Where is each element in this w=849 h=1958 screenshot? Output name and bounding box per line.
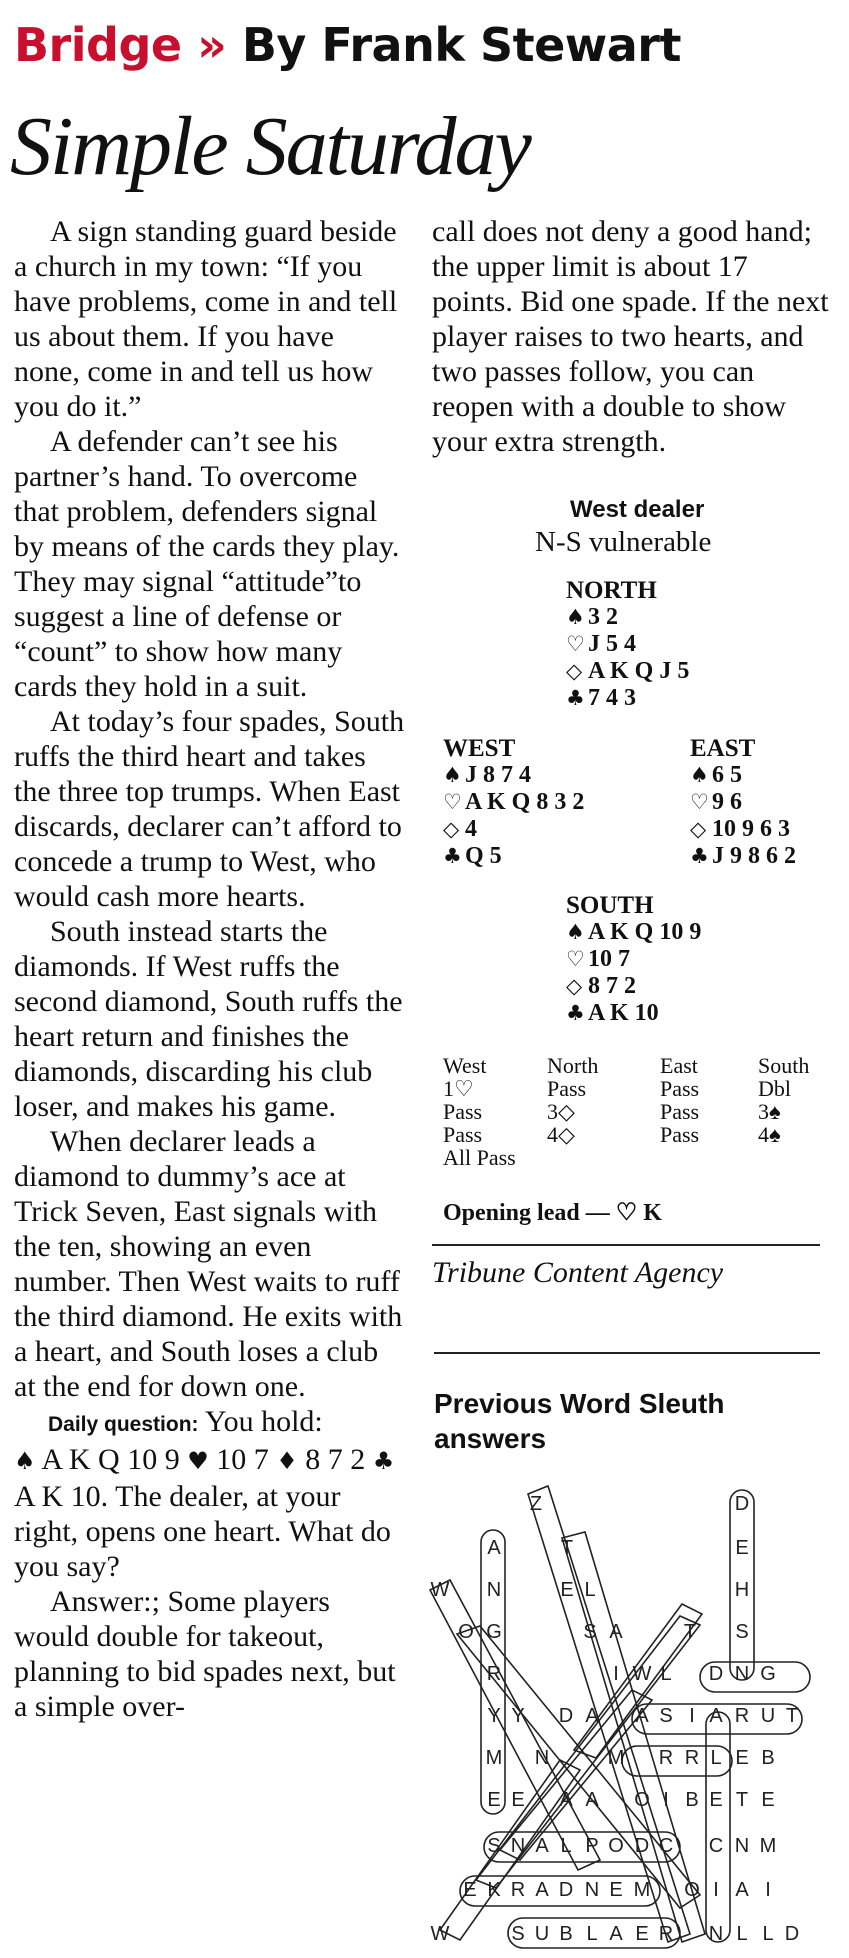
bidding-column-north: North Pass 3◇ 4◇ bbox=[547, 1053, 599, 1147]
diamond-icon: ♦ bbox=[276, 1447, 298, 1475]
byline: By Frank Stewart bbox=[241, 18, 681, 72]
spade-icon: ♠ bbox=[566, 605, 585, 629]
daily-question: Daily question: You hold: ♠ A K Q 10 9 ♥ 10 7 ♦ 8 7 2 ♣ A K 10. The dealer, at your right, opens one heart. What do you say? bbox=[14, 1405, 395, 1583]
svg-text:L: L bbox=[560, 1835, 572, 1857]
svg-text:B: B bbox=[761, 1747, 775, 1769]
svg-text:B: B bbox=[559, 1923, 573, 1945]
svg-text:G: G bbox=[486, 1621, 502, 1643]
svg-text:K: K bbox=[487, 1879, 501, 1901]
svg-text:E: E bbox=[761, 1789, 775, 1811]
opening-lead: Opening lead — ♡ K bbox=[443, 1200, 662, 1226]
vulnerability-label: N-S vulnerable bbox=[535, 526, 712, 558]
heart-icon: ♡ bbox=[443, 790, 462, 814]
svg-text:C: C bbox=[658, 1835, 674, 1857]
svg-text:M: M bbox=[485, 1747, 503, 1769]
svg-text:U: U bbox=[534, 1923, 550, 1945]
svg-text:N: N bbox=[584, 1879, 600, 1901]
north-hand: NORTH ♠ 3 2 ♡ J 5 4 ◇ A K Q J 5 ♣ 7 4 3 bbox=[566, 577, 690, 711]
bidding-column-south: South Dbl 3♠ 4♠ bbox=[758, 1053, 810, 1147]
svg-text:R: R bbox=[510, 1879, 526, 1901]
svg-text:N: N bbox=[734, 1835, 750, 1857]
club-icon: ♣ bbox=[443, 844, 462, 868]
svg-text:R: R bbox=[658, 1747, 674, 1769]
svg-text:D: D bbox=[558, 1705, 574, 1727]
svg-text:Y: Y bbox=[511, 1705, 525, 1727]
svg-text:C: C bbox=[708, 1835, 724, 1857]
svg-text:R: R bbox=[734, 1705, 750, 1727]
svg-text:T: T bbox=[785, 1705, 799, 1727]
svg-text:E: E bbox=[735, 1537, 749, 1559]
svg-text:I: I bbox=[613, 1663, 619, 1685]
svg-text:D: D bbox=[784, 1923, 800, 1945]
svg-text:W: W bbox=[632, 1663, 652, 1685]
svg-text:O: O bbox=[684, 1879, 700, 1901]
diamond-icon: ◇ bbox=[566, 659, 583, 683]
word-sleuth-heading: Previous Word Sleuth answers bbox=[434, 1388, 725, 1454]
svg-text:H: H bbox=[734, 1579, 750, 1601]
spade-icon: ♠ bbox=[690, 763, 709, 787]
svg-text:M: M bbox=[759, 1835, 777, 1857]
daily-question-label: Daily question: bbox=[48, 1413, 199, 1436]
svg-text:E: E bbox=[635, 1923, 649, 1945]
diamond-icon: ◇ bbox=[566, 974, 583, 998]
svg-text:M: M bbox=[633, 1879, 651, 1901]
svg-text:L: L bbox=[710, 1747, 722, 1769]
svg-text:L: L bbox=[660, 1663, 672, 1685]
svg-text:D: D bbox=[634, 1835, 650, 1857]
svg-text:S: S bbox=[735, 1621, 749, 1643]
svg-text:E: E bbox=[709, 1789, 723, 1811]
svg-text:N: N bbox=[486, 1579, 502, 1601]
answer: Answer:; Some players would double for takeout, planning to bid spades next, but a simple over- bbox=[14, 1585, 396, 1723]
svg-text:R: R bbox=[684, 1747, 700, 1769]
svg-text:E: E bbox=[560, 1579, 574, 1601]
svg-text:S: S bbox=[583, 1621, 597, 1643]
svg-text:S: S bbox=[487, 1835, 501, 1857]
svg-text:N: N bbox=[510, 1835, 526, 1857]
svg-text:D: D bbox=[734, 1493, 750, 1515]
svg-text:L: L bbox=[762, 1923, 774, 1945]
svg-text:N: N bbox=[708, 1923, 724, 1945]
svg-text:L: L bbox=[586, 1923, 598, 1945]
svg-text:B: B bbox=[685, 1789, 699, 1811]
heart-icon: ♡ bbox=[566, 947, 585, 971]
west-hand: WEST ♠ J 8 7 4 ♡ A K Q 8 3 2 ◇ 4 ♣ Q 5 bbox=[443, 735, 585, 869]
svg-text:D: D bbox=[558, 1879, 574, 1901]
svg-text:R: R bbox=[658, 1923, 674, 1945]
svg-text:D: D bbox=[708, 1663, 724, 1685]
svg-text:O: O bbox=[458, 1621, 474, 1643]
svg-text:L: L bbox=[736, 1923, 748, 1945]
svg-text:M: M bbox=[607, 1747, 625, 1769]
svg-text:T: T bbox=[560, 1537, 574, 1559]
svg-text:N: N bbox=[534, 1747, 550, 1769]
paragraph: South instead starts the diamonds. If West ruffs the second diamond, South ruffs the heart return and finishes the diamonds, discarding his club loser, and makes his game. bbox=[14, 915, 403, 1123]
club-icon: ♣ bbox=[372, 1447, 395, 1475]
svg-text:I: I bbox=[689, 1705, 695, 1727]
svg-text:E: E bbox=[511, 1789, 525, 1811]
svg-text:Z: Z bbox=[529, 1493, 543, 1515]
svg-text:A: A bbox=[585, 1789, 599, 1811]
south-hand: SOUTH ♠ A K Q 10 9 ♡ 10 7 ◇ 8 7 2 ♣ A K 10 bbox=[566, 892, 702, 1026]
svg-text:Y: Y bbox=[487, 1705, 501, 1727]
svg-text:G: G bbox=[760, 1663, 776, 1685]
spade-icon: ♠ bbox=[566, 920, 585, 944]
paragraph: A defender can’t see his partner’s hand. To overcome that problem, defenders signal by means of the cards they play. They may signal “attitude”to suggest a line of defense or “count” to show how many cards they hold in a suit. bbox=[14, 425, 400, 703]
club-icon: ♣ bbox=[566, 686, 585, 710]
bidding-column-west: West 1♡ Pass Pass All Pass bbox=[443, 1053, 516, 1170]
diamond-icon: ◇ bbox=[443, 817, 460, 841]
answer-continued: call does not deny a good hand; the upper limit is about 17 points. Bid one spade. If the next player raises to two hearts, and two passes follow, you can reopen with a double to show your extra strength. bbox=[432, 215, 829, 458]
paragraph: When declarer leads a diamond to dummy’s ace at Trick Seven, East signals with the ten, showing an even number. Then West waits to ruff the third diamond. He exits with a heart, and South loses a club at the end for down one. bbox=[14, 1125, 403, 1403]
paragraph: A sign standing guard beside a church in my town: “If you have problems, come in and tell us about them. If you have none, come in and tell us how you do it.” bbox=[14, 215, 398, 423]
svg-text:A: A bbox=[559, 1789, 573, 1811]
svg-text:A: A bbox=[585, 1705, 599, 1727]
svg-text:A: A bbox=[535, 1835, 549, 1857]
diamond-icon: ◇ bbox=[690, 817, 707, 841]
svg-text:A: A bbox=[535, 1879, 549, 1901]
east-hand: EAST ♠ 6 5 ♡ 9 6 ◇ 10 9 6 3 ♣ J 9 8 6 2 bbox=[690, 735, 796, 869]
svg-text:U: U bbox=[760, 1705, 776, 1727]
spade-icon: ♠ bbox=[14, 1447, 36, 1475]
club-icon: ♣ bbox=[690, 844, 709, 868]
svg-text:A: A bbox=[609, 1923, 623, 1945]
svg-text:R: R bbox=[486, 1663, 502, 1685]
svg-text:A: A bbox=[709, 1705, 723, 1727]
club-icon: ♣ bbox=[566, 1001, 585, 1025]
credit: Tribune Content Agency bbox=[432, 1256, 724, 1289]
svg-text:A: A bbox=[735, 1879, 749, 1901]
svg-text:A: A bbox=[635, 1705, 649, 1727]
svg-text:O: O bbox=[608, 1835, 624, 1857]
svg-text:P: P bbox=[585, 1835, 599, 1857]
svg-text:A: A bbox=[487, 1537, 501, 1559]
svg-text:E: E bbox=[735, 1747, 749, 1769]
dealer-label: West dealer bbox=[570, 496, 705, 523]
article-title: Simple Saturday bbox=[10, 100, 530, 193]
svg-text:W: W bbox=[430, 1923, 450, 1945]
paragraph: At today’s four spades, South ruffs the third heart and takes the three top trumps. When East discards, declarer can’t afford to concede a trump to West, who would cash more hearts. bbox=[14, 705, 405, 913]
svg-text:E: E bbox=[487, 1789, 501, 1811]
heart-icon: ♡ bbox=[690, 790, 709, 814]
svg-text:A: A bbox=[609, 1621, 623, 1643]
svg-text:S: S bbox=[659, 1705, 673, 1727]
spade-icon: ♠ bbox=[443, 763, 462, 787]
svg-text:I: I bbox=[663, 1789, 669, 1811]
svg-text:T: T bbox=[683, 1621, 697, 1643]
heart-icon: ♡ bbox=[566, 632, 585, 656]
svg-text:E: E bbox=[463, 1879, 477, 1901]
svg-text:L: L bbox=[584, 1579, 596, 1601]
svg-text:W: W bbox=[430, 1579, 450, 1601]
svg-text:I: I bbox=[765, 1879, 771, 1901]
svg-text:E: E bbox=[609, 1879, 623, 1901]
grid-letters bbox=[431, 1493, 800, 1945]
svg-text:O: O bbox=[634, 1789, 650, 1811]
svg-text:S: S bbox=[511, 1923, 525, 1945]
bidding-column-east: East Pass Pass Pass bbox=[660, 1053, 700, 1147]
section-label: Bridge » bbox=[14, 18, 227, 72]
svg-text:I: I bbox=[713, 1879, 719, 1901]
svg-text:N: N bbox=[734, 1663, 750, 1685]
svg-text:T: T bbox=[735, 1789, 749, 1811]
heart-icon: ♥ bbox=[187, 1447, 209, 1475]
